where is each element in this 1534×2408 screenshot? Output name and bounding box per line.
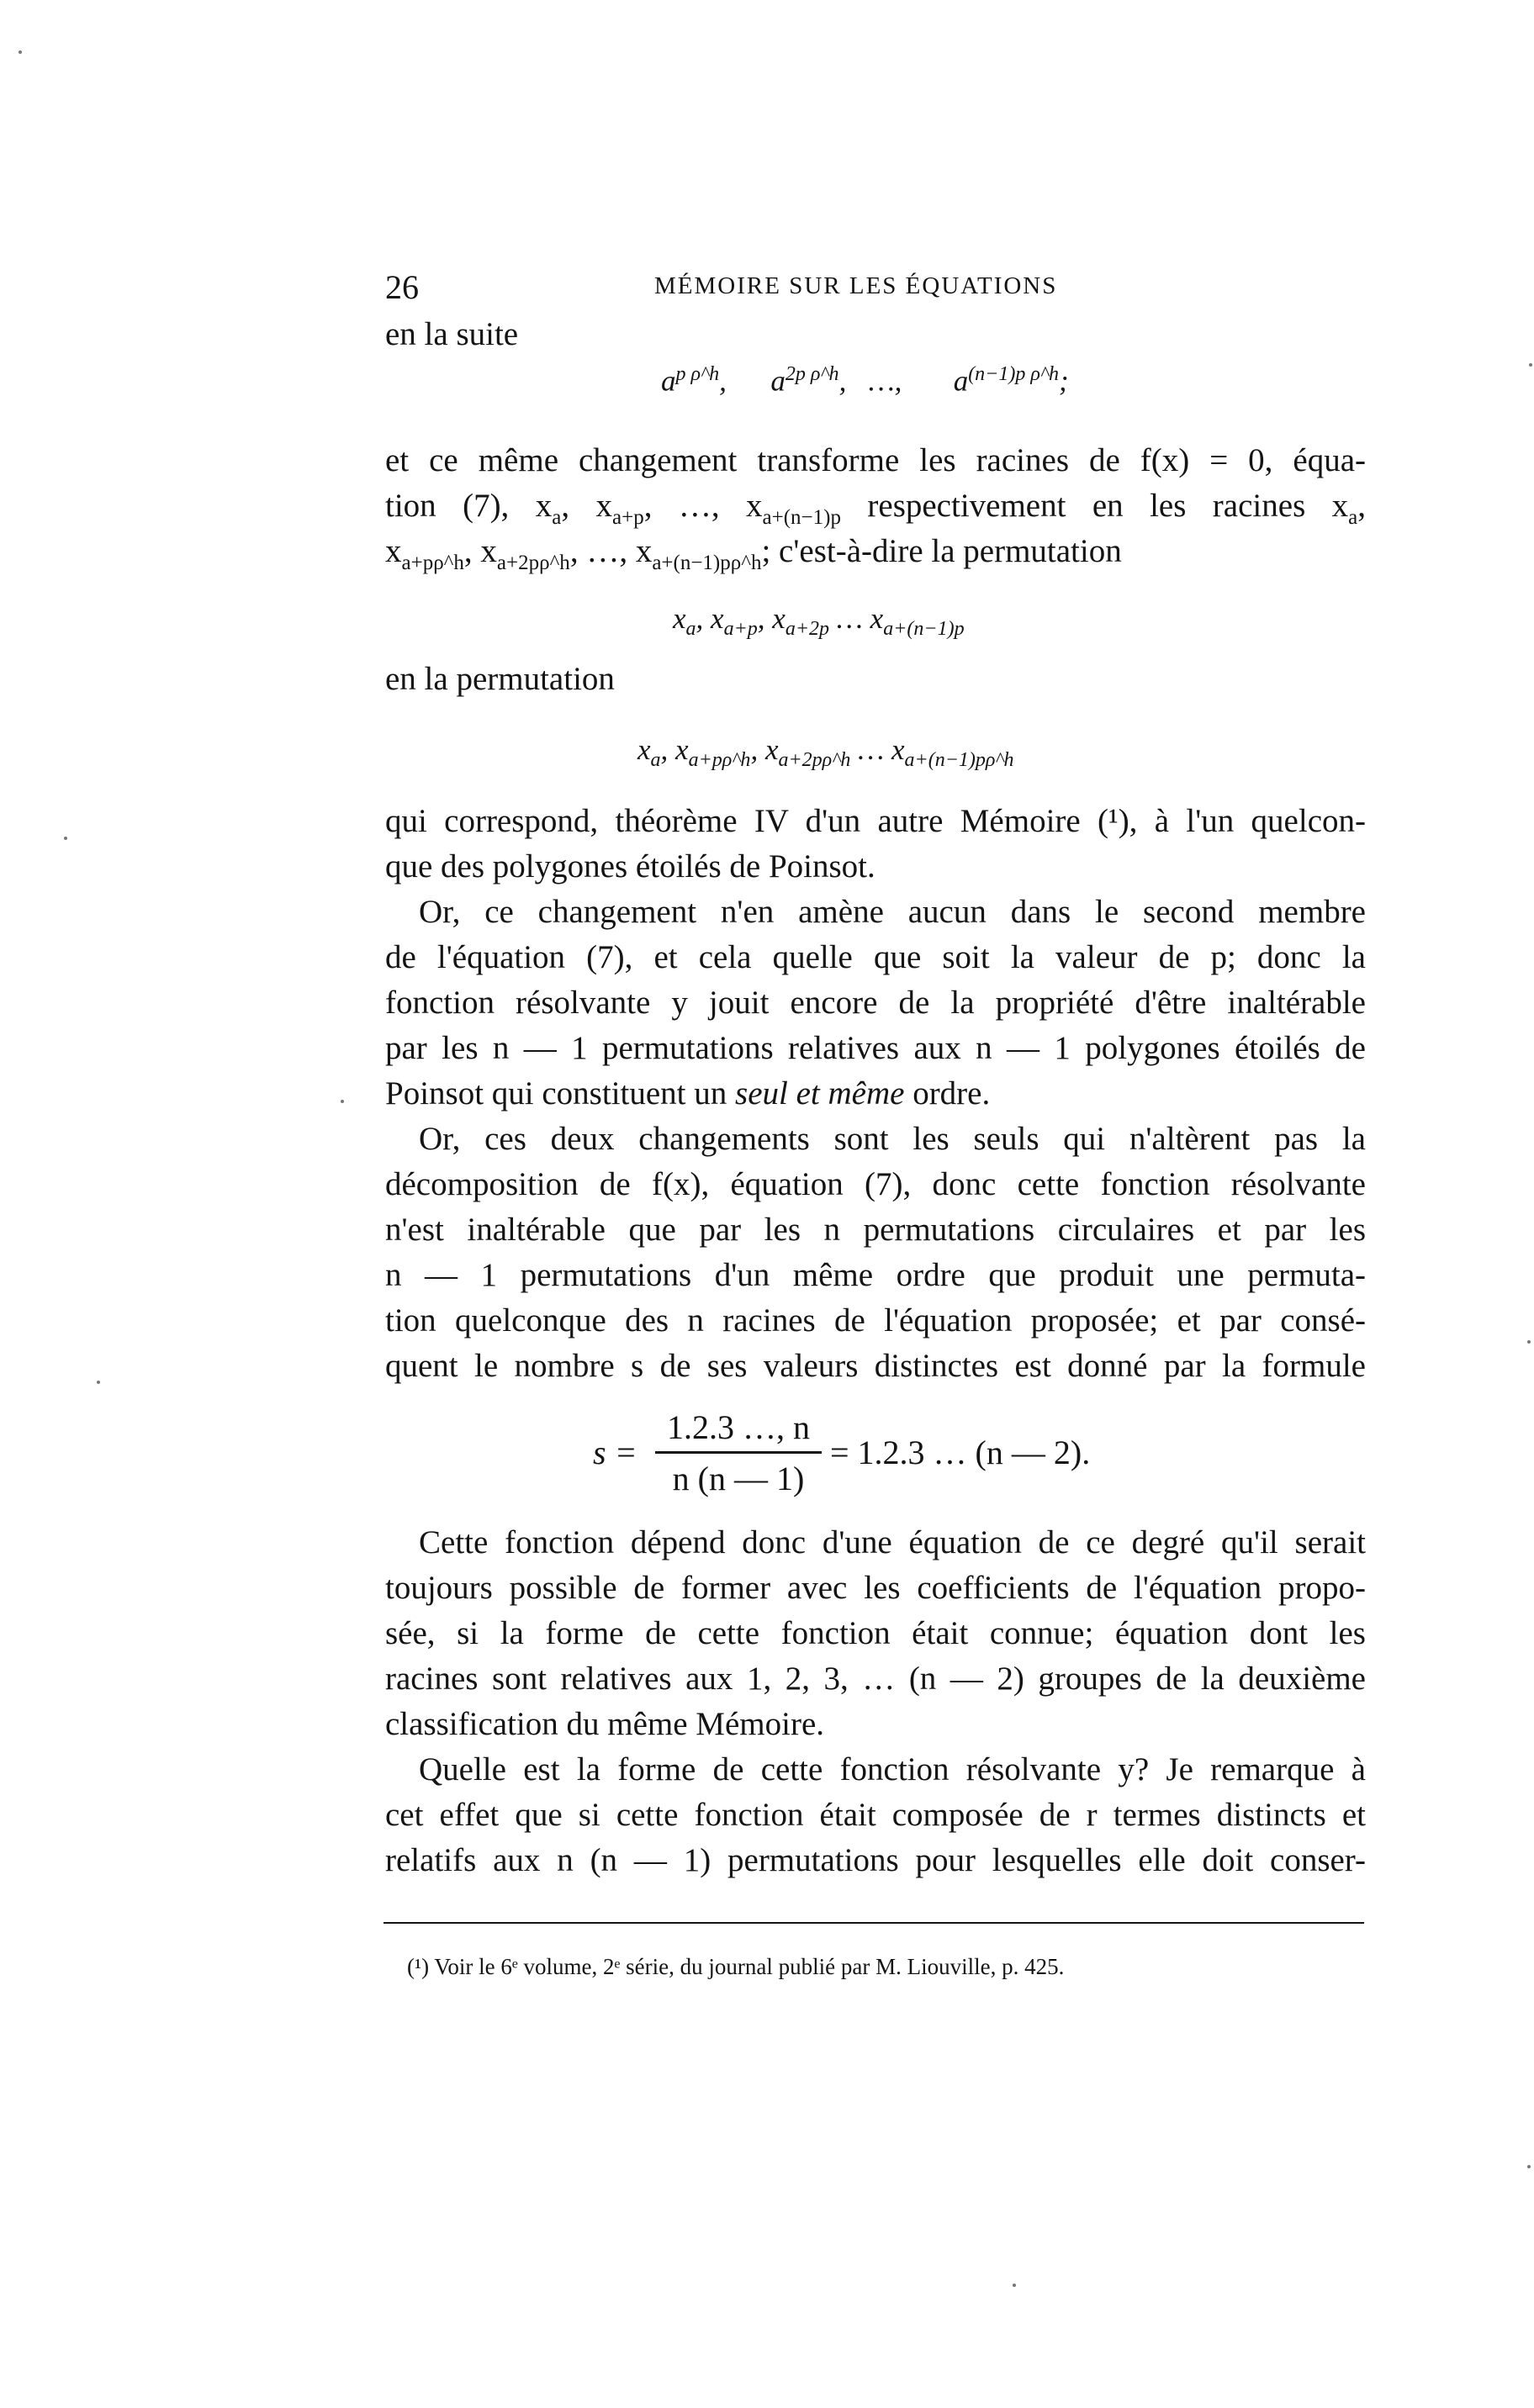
formula-exponent: p ρ^h — [675, 363, 720, 385]
permutation-formula: $x_a$, $x_{a+p}$, $x_{a+2p}$ … $x_{a+(n-1)p}$ — [673, 602, 965, 640]
formula-subscript: a+2p — [785, 618, 830, 640]
formula-subscript: a — [650, 749, 661, 771]
formula-subscript: a — [685, 618, 696, 640]
text-line: racines sont relatives aux 1, 2, 3, … (n — 2) groupes de la deuxième — [385, 1661, 1366, 1697]
running-head: MÉMOIRE SUR LES ÉQUATIONS — [654, 272, 1058, 299]
text-line: que des polygones étoilés de Poinsot. — [385, 848, 875, 885]
formula-subscript: a+p — [723, 618, 758, 640]
formula-subscript: a+(n−1)pρ^h — [904, 749, 1014, 771]
formula-subscript: a+(n−1)p — [883, 618, 965, 640]
text-run: respectivement en les racines x — [840, 488, 1349, 524]
formula-subscript: a+pρ^h — [688, 749, 751, 771]
scan-speck — [341, 1100, 344, 1103]
fraction-denominator: n (n — 1) — [672, 1460, 805, 1497]
formula-exponent: (n−1)p ρ^h — [968, 363, 1060, 385]
permutation-formula: $x_a$, $x_{a+p\rho\^{}h}$, $x_{a+2p\rho\^{}h}$ … $x_{a+(n-1)p\rho\^{}h}$ — [637, 733, 1014, 771]
text-line: n — 1 permutations d'un même ordre que produit une permuta- — [385, 1257, 1366, 1293]
text-run: Poinsot qui constituent un — [385, 1075, 736, 1112]
subscript: a — [1348, 505, 1358, 529]
formula-symbol: a — [770, 364, 786, 398]
text-line: Cette fonction dépend donc d'une équation de ce degré qu'il serait — [419, 1524, 1366, 1560]
text-run: ; c'est-à-dire la permutation — [761, 533, 1122, 569]
scan-speck — [1527, 1340, 1531, 1344]
text-line: quent le nombre s de ses valeurs distinctes est donné par la formule — [385, 1348, 1366, 1384]
subscript: a+pρ^h — [401, 551, 464, 574]
fraction — [655, 1404, 822, 1504]
text-run: , — [1357, 488, 1367, 524]
formula-symbol: a — [953, 364, 969, 398]
formula-dots: …, — [868, 364, 902, 398]
text-run: , x — [463, 533, 497, 569]
text-line — [385, 1071, 1366, 1117]
text-run: , …, x — [643, 488, 763, 524]
text-line: et ce même changement transforme les racines de f(x) = 0, équa- — [385, 442, 1366, 478]
subscript: a+(n−1)pρ^h — [652, 551, 762, 574]
formula-lhs: s = — [593, 1434, 637, 1471]
scan-speck — [97, 1381, 100, 1384]
text-line — [385, 529, 1366, 586]
text-run: , …, x — [569, 533, 653, 569]
scan-speck — [1527, 2165, 1531, 2168]
text-line: Or, ces deux changements sont les seuls qui n'altèrent pas la — [419, 1121, 1366, 1157]
formula-symbol: a — [661, 364, 676, 398]
text-run: x — [385, 533, 402, 569]
formula-symbol: x — [870, 602, 884, 635]
text-line: toujours possible de former avec les coefficients de l'équation propo- — [385, 1570, 1366, 1606]
text-run: ordre. — [904, 1075, 991, 1112]
footnote-rule — [384, 1922, 1364, 1924]
sequence-formula: $a^{p \rho\^{}h}$, $a^{2p \rho\^{}h}$, …, $a^{(n-1)p \rho\^{}h}$; — [661, 363, 1069, 398]
display-formula — [593, 1404, 1198, 1505]
text-line: de l'équation (7), et cela quelle que soit la valeur de p; donc la — [385, 939, 1366, 975]
text-line: qui correspond, théorème IV d'un autre Mémoire (¹), à l'un quelcon- — [385, 803, 1366, 839]
text-line: relatifs aux n (n — 1) permutations pour lesquelles elle doit conser- — [385, 1842, 1366, 1878]
footnote: (¹) Voir le 6ᵉ volume, 2ᵉ série, du journal publié par M. Liouville, p. 425. — [407, 1954, 1065, 1979]
formula-symbol: x — [675, 733, 689, 766]
text-line: tion quelconque des n racines de l'équation proposée; et par consé- — [385, 1302, 1366, 1339]
text-line: Or, ce changement n'en amène aucun dans le second membre — [419, 894, 1366, 930]
text-line: classification du même Mémoire. — [385, 1706, 825, 1742]
scan-speck — [19, 50, 22, 54]
formula-dots: … — [858, 733, 885, 766]
text-line: n'est inaltérable que par les n permutations circulaires et par les — [385, 1212, 1366, 1248]
text-line: décomposition de f(x), équation (7), donc cette fonction résolvante — [385, 1166, 1366, 1202]
subscript: a+2pρ^h — [496, 551, 570, 574]
formula-subscript: a+2pρ^h — [778, 749, 851, 771]
formula-symbol: x — [764, 733, 779, 766]
fraction-numerator: 1.2.3 …, n — [667, 1408, 810, 1446]
text-run: tion (7), x — [385, 488, 553, 524]
scan-speck — [1529, 363, 1532, 367]
page-number: 26 — [385, 268, 419, 306]
page-header — [385, 267, 1361, 309]
subscript: a — [552, 505, 562, 529]
subscript: a+p — [612, 505, 644, 529]
formula-symbol: x — [637, 733, 651, 766]
text-line: par les n — 1 permutations relatives aux n — 1 polygones étoilés de — [385, 1030, 1366, 1066]
text-line: en la permutation — [385, 661, 615, 697]
formula-symbol: x — [891, 733, 905, 766]
formula-exponent: 2p ρ^h — [785, 363, 839, 385]
scan-speck — [1013, 2284, 1016, 2287]
text-line: sée, si la forme de cette fonction était connue; équation dont les — [385, 1615, 1366, 1651]
text-line: Quelle est la forme de cette fonction résolvante y? Je remarque à — [419, 1751, 1366, 1788]
text-line: cet effet que si cette fonction était composée de r termes distincts et — [385, 1797, 1366, 1833]
text-run: , x — [561, 488, 612, 524]
subscript: a+(n−1)p — [762, 505, 841, 529]
formula-rhs: = 1.2.3 … (n — 2). — [830, 1434, 1091, 1471]
italic-run: seul et même — [735, 1075, 905, 1112]
text-line: en la suite — [385, 316, 519, 352]
formula-symbol: x — [711, 602, 724, 635]
formula-dots: … — [836, 602, 863, 635]
scan-speck — [64, 837, 67, 840]
text-line: fonction résolvante y jouit encore de la propriété d'être inaltérable — [385, 985, 1366, 1021]
formula-symbol: x — [772, 602, 786, 635]
formula-symbol: x — [673, 602, 686, 635]
